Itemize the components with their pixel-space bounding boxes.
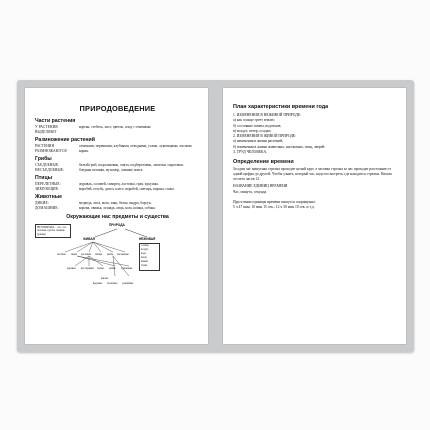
- season-plan-title: План характеристики времени года: [233, 104, 329, 110]
- tree-leaf: почва: [141, 264, 148, 267]
- folder-cover: [17, 80, 414, 352]
- section-heading: Грибы: [35, 156, 52, 162]
- tree-leaf: кустарники: [81, 267, 94, 270]
- row-key: ДИКИЕ:: [35, 201, 49, 205]
- section-heading: Птицы: [35, 175, 53, 181]
- nature-diagram: [35, 222, 200, 292]
- plan-line: 3. ТРУД ЧЕЛОВЕКА.: [233, 150, 268, 155]
- info-row: [35, 187, 200, 192]
- tree-leaf: полезные: [107, 282, 118, 285]
- plan-line: б) изменения в жизни животных: насекомых, птиц, зверей.: [233, 144, 326, 149]
- tree-leaf: вода: [141, 252, 146, 255]
- tree-leaf: камни: [141, 260, 148, 263]
- row-value: корень, стебель, лист, цветок, плод с семенами.: [79, 125, 152, 129]
- diagram-title: Окружающие нас предметы и существа: [66, 214, 169, 220]
- tree-leaf: рыбы: [107, 253, 114, 256]
- right-page: [223, 88, 406, 344]
- row-key: ПЕРЕЛЕТНЫЕ:: [35, 182, 61, 186]
- tree-leaf: растения: [81, 253, 91, 256]
- tree-leaf: воздух: [141, 248, 149, 251]
- units-text: Час, минута, секунда.: [233, 189, 268, 194]
- info-row: [35, 168, 200, 173]
- info-row: [35, 125, 200, 134]
- time-section-title: Определение времени: [233, 159, 294, 166]
- row-value: журавль, соловей, скворец, ласточка, грач, кукушка.: [79, 182, 159, 186]
- row-value: белый гриб, подосиновик, опята, подберезовик, лисички, сыроежки.: [79, 163, 184, 167]
- abbrev-paragraph: При чтении единицы времени пишутся сокращенно:: [233, 199, 316, 204]
- info-row: [35, 206, 200, 211]
- tree-leaf: домашние: [121, 267, 133, 270]
- row-key: У РАСТЕНИЯ ВЫДЕЛЯЮТ: [35, 125, 58, 134]
- plan-line: в) воздух, ветер, осадки.: [233, 128, 272, 133]
- row-value: корова, свинья, лошадь, овца, коза, кошка, собака.: [79, 205, 156, 210]
- diagram-lines: [35, 222, 200, 292]
- abbrev-example: 5 ч 47 мин; 10 мин 15 сек.; 12 ч 30 мин 10 сек. и т.д.: [233, 204, 315, 209]
- tree-leaf: ветер: [141, 256, 147, 259]
- plan-line: 2. ИЗМЕНЕНИЯ В ЖИВОЙ ПРИРОДЕ:: [233, 134, 297, 139]
- tree-leaf: птицы: [95, 253, 103, 256]
- plan-line: б) состояние почвы, водоемов;: [233, 123, 282, 128]
- plan-line: а) изменения в жизни растений;: [233, 139, 284, 144]
- section-heading: Животные: [35, 194, 63, 200]
- tree-leaf: дикие: [109, 267, 116, 270]
- section-birds: [35, 175, 200, 191]
- tree-leaf: насекомые: [117, 253, 129, 256]
- info-row: [35, 144, 200, 153]
- tree-leaf: солнце: [141, 244, 149, 247]
- row-value: воробей, голубь, дятел, клест, воробей, снегирь, ворона, галка.: [79, 186, 175, 191]
- row-value: медведь, лиса, волк, заяц, белка, выдра, барсук.: [79, 201, 152, 205]
- units-title: НАЗВАНИЕ ЕДИНИЦ ВРЕМЕНИ: [233, 184, 288, 189]
- tree-leaf: человек: [57, 253, 66, 256]
- diagram-note: НЕ ПРИРОДА – это, что человек сделал своими руками: [35, 224, 71, 238]
- section-heading: Размножение растений: [35, 137, 95, 143]
- node-nature: ПРИРОДА: [109, 223, 125, 227]
- section-plant-parts: [35, 118, 200, 134]
- left-page-content: [35, 104, 200, 292]
- tree-leaf: деревья: [67, 267, 76, 270]
- section-reproduction: [35, 137, 200, 153]
- row-key: РАСТЕНИЯ РАЗМНОЖАЮТСЯ: [35, 144, 67, 153]
- tree-leaf: звери: [71, 253, 78, 256]
- node-living: ЖИВАЯ: [83, 237, 95, 241]
- left-page: [25, 88, 208, 344]
- right-page-content: [233, 104, 398, 210]
- page-title: ПРИРОДОВЕДЕНИЕ: [79, 104, 156, 113]
- section-heading: Части растения: [35, 118, 76, 124]
- row-key: ДОМАШНИЕ:: [35, 205, 59, 210]
- tree-leaf: вредные: [93, 282, 103, 285]
- row-key: СЪЕДОБНЫЕ:: [35, 163, 60, 167]
- tree-leaf: домашние: [122, 282, 134, 285]
- row-value: бледная поганка, мухомор, ложные опята.: [79, 167, 144, 172]
- plan-line: 1. ИЗМЕНЕНИЯ В НЕЖИВОЙ ПРИРОДЕ:: [233, 113, 302, 117]
- section-animals: [35, 194, 200, 210]
- section-mushrooms: [35, 156, 200, 172]
- row-key: ЗИМУЮЩИЕ:: [35, 186, 60, 191]
- tree-leaf: травы: [97, 267, 104, 270]
- row-value: семенами, черенками, клубнями, отводками, усами, луковицами, частями корня.: [79, 144, 192, 153]
- row-key: НЕСЪЕДОБНЫЕ:: [35, 167, 65, 172]
- plan-line: а) как солнце греет землю;: [233, 118, 275, 123]
- tree-leaf: жилые: [101, 277, 109, 280]
- time-paragraph: За один час минутная стрелка проходит целый круг, а часовая стрелка за час проходит расстояние от одной цифры до другой. Чтобы узнать, который час, надо посмотреть, где находятся стрелки. Начало отсчета часов 12.: [233, 167, 393, 182]
- node-nonliving: НЕЖИВАЯ: [139, 237, 156, 241]
